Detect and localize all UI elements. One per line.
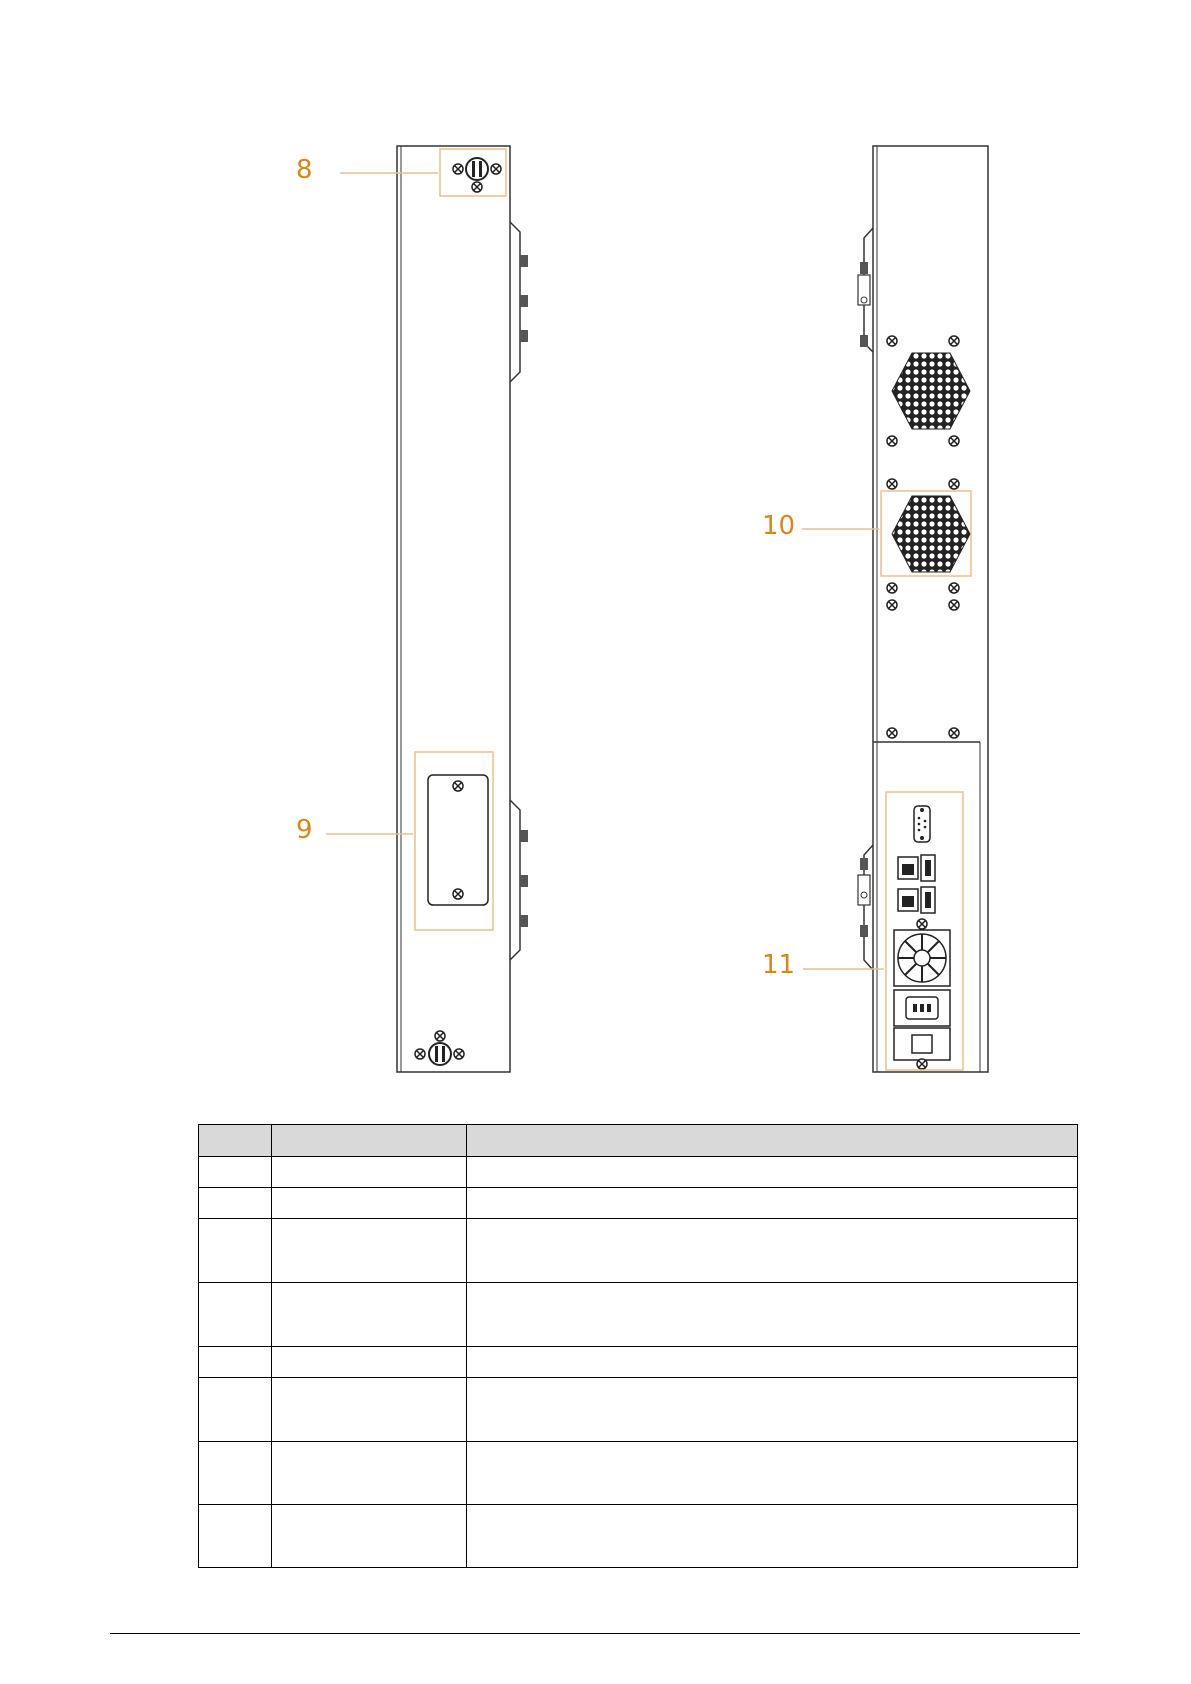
serial-port xyxy=(914,806,930,842)
cell-no xyxy=(199,1378,272,1442)
cell-no xyxy=(199,1505,272,1568)
cell-no xyxy=(199,1157,272,1188)
cover-plate xyxy=(428,775,488,905)
cell-name xyxy=(272,1188,467,1219)
table-row xyxy=(199,1505,1078,1568)
cell-no xyxy=(199,1347,272,1378)
cell-name xyxy=(272,1283,467,1347)
table-row xyxy=(199,1219,1078,1283)
cell-name xyxy=(272,1347,467,1378)
cell-description xyxy=(467,1347,1078,1378)
cell-name xyxy=(272,1505,467,1568)
header-description xyxy=(467,1125,1078,1157)
cell-description xyxy=(467,1188,1078,1219)
right-rear-view xyxy=(802,146,988,1072)
footer-rule xyxy=(110,1633,1080,1634)
left-side-view xyxy=(326,146,528,1072)
power-supply xyxy=(894,919,950,1069)
callout-8: 8 xyxy=(296,155,313,185)
cell-no xyxy=(199,1219,272,1283)
callout-9: 9 xyxy=(296,815,313,845)
header-no xyxy=(199,1125,272,1157)
cell-description xyxy=(467,1378,1078,1442)
cell-description xyxy=(467,1505,1078,1568)
table-row xyxy=(199,1442,1078,1505)
callout-11: 11 xyxy=(762,950,796,980)
table-row xyxy=(199,1188,1078,1219)
cell-no xyxy=(199,1283,272,1347)
cell-description xyxy=(467,1283,1078,1347)
cell-description xyxy=(467,1442,1078,1505)
table-header-row xyxy=(199,1125,1078,1157)
table-row xyxy=(199,1283,1078,1347)
cell-description xyxy=(467,1157,1078,1188)
header-name xyxy=(272,1125,467,1157)
cell-name xyxy=(272,1157,467,1188)
cell-name xyxy=(272,1442,467,1505)
table-row xyxy=(199,1347,1078,1378)
cell-no xyxy=(199,1188,272,1219)
table-row xyxy=(199,1378,1078,1442)
parts-table xyxy=(198,1124,1078,1568)
cell-no xyxy=(199,1442,272,1505)
callout-10: 10 xyxy=(762,511,796,541)
cell-name xyxy=(272,1378,467,1442)
cell-description xyxy=(467,1219,1078,1283)
cell-name xyxy=(272,1219,467,1283)
table-row xyxy=(199,1157,1078,1188)
